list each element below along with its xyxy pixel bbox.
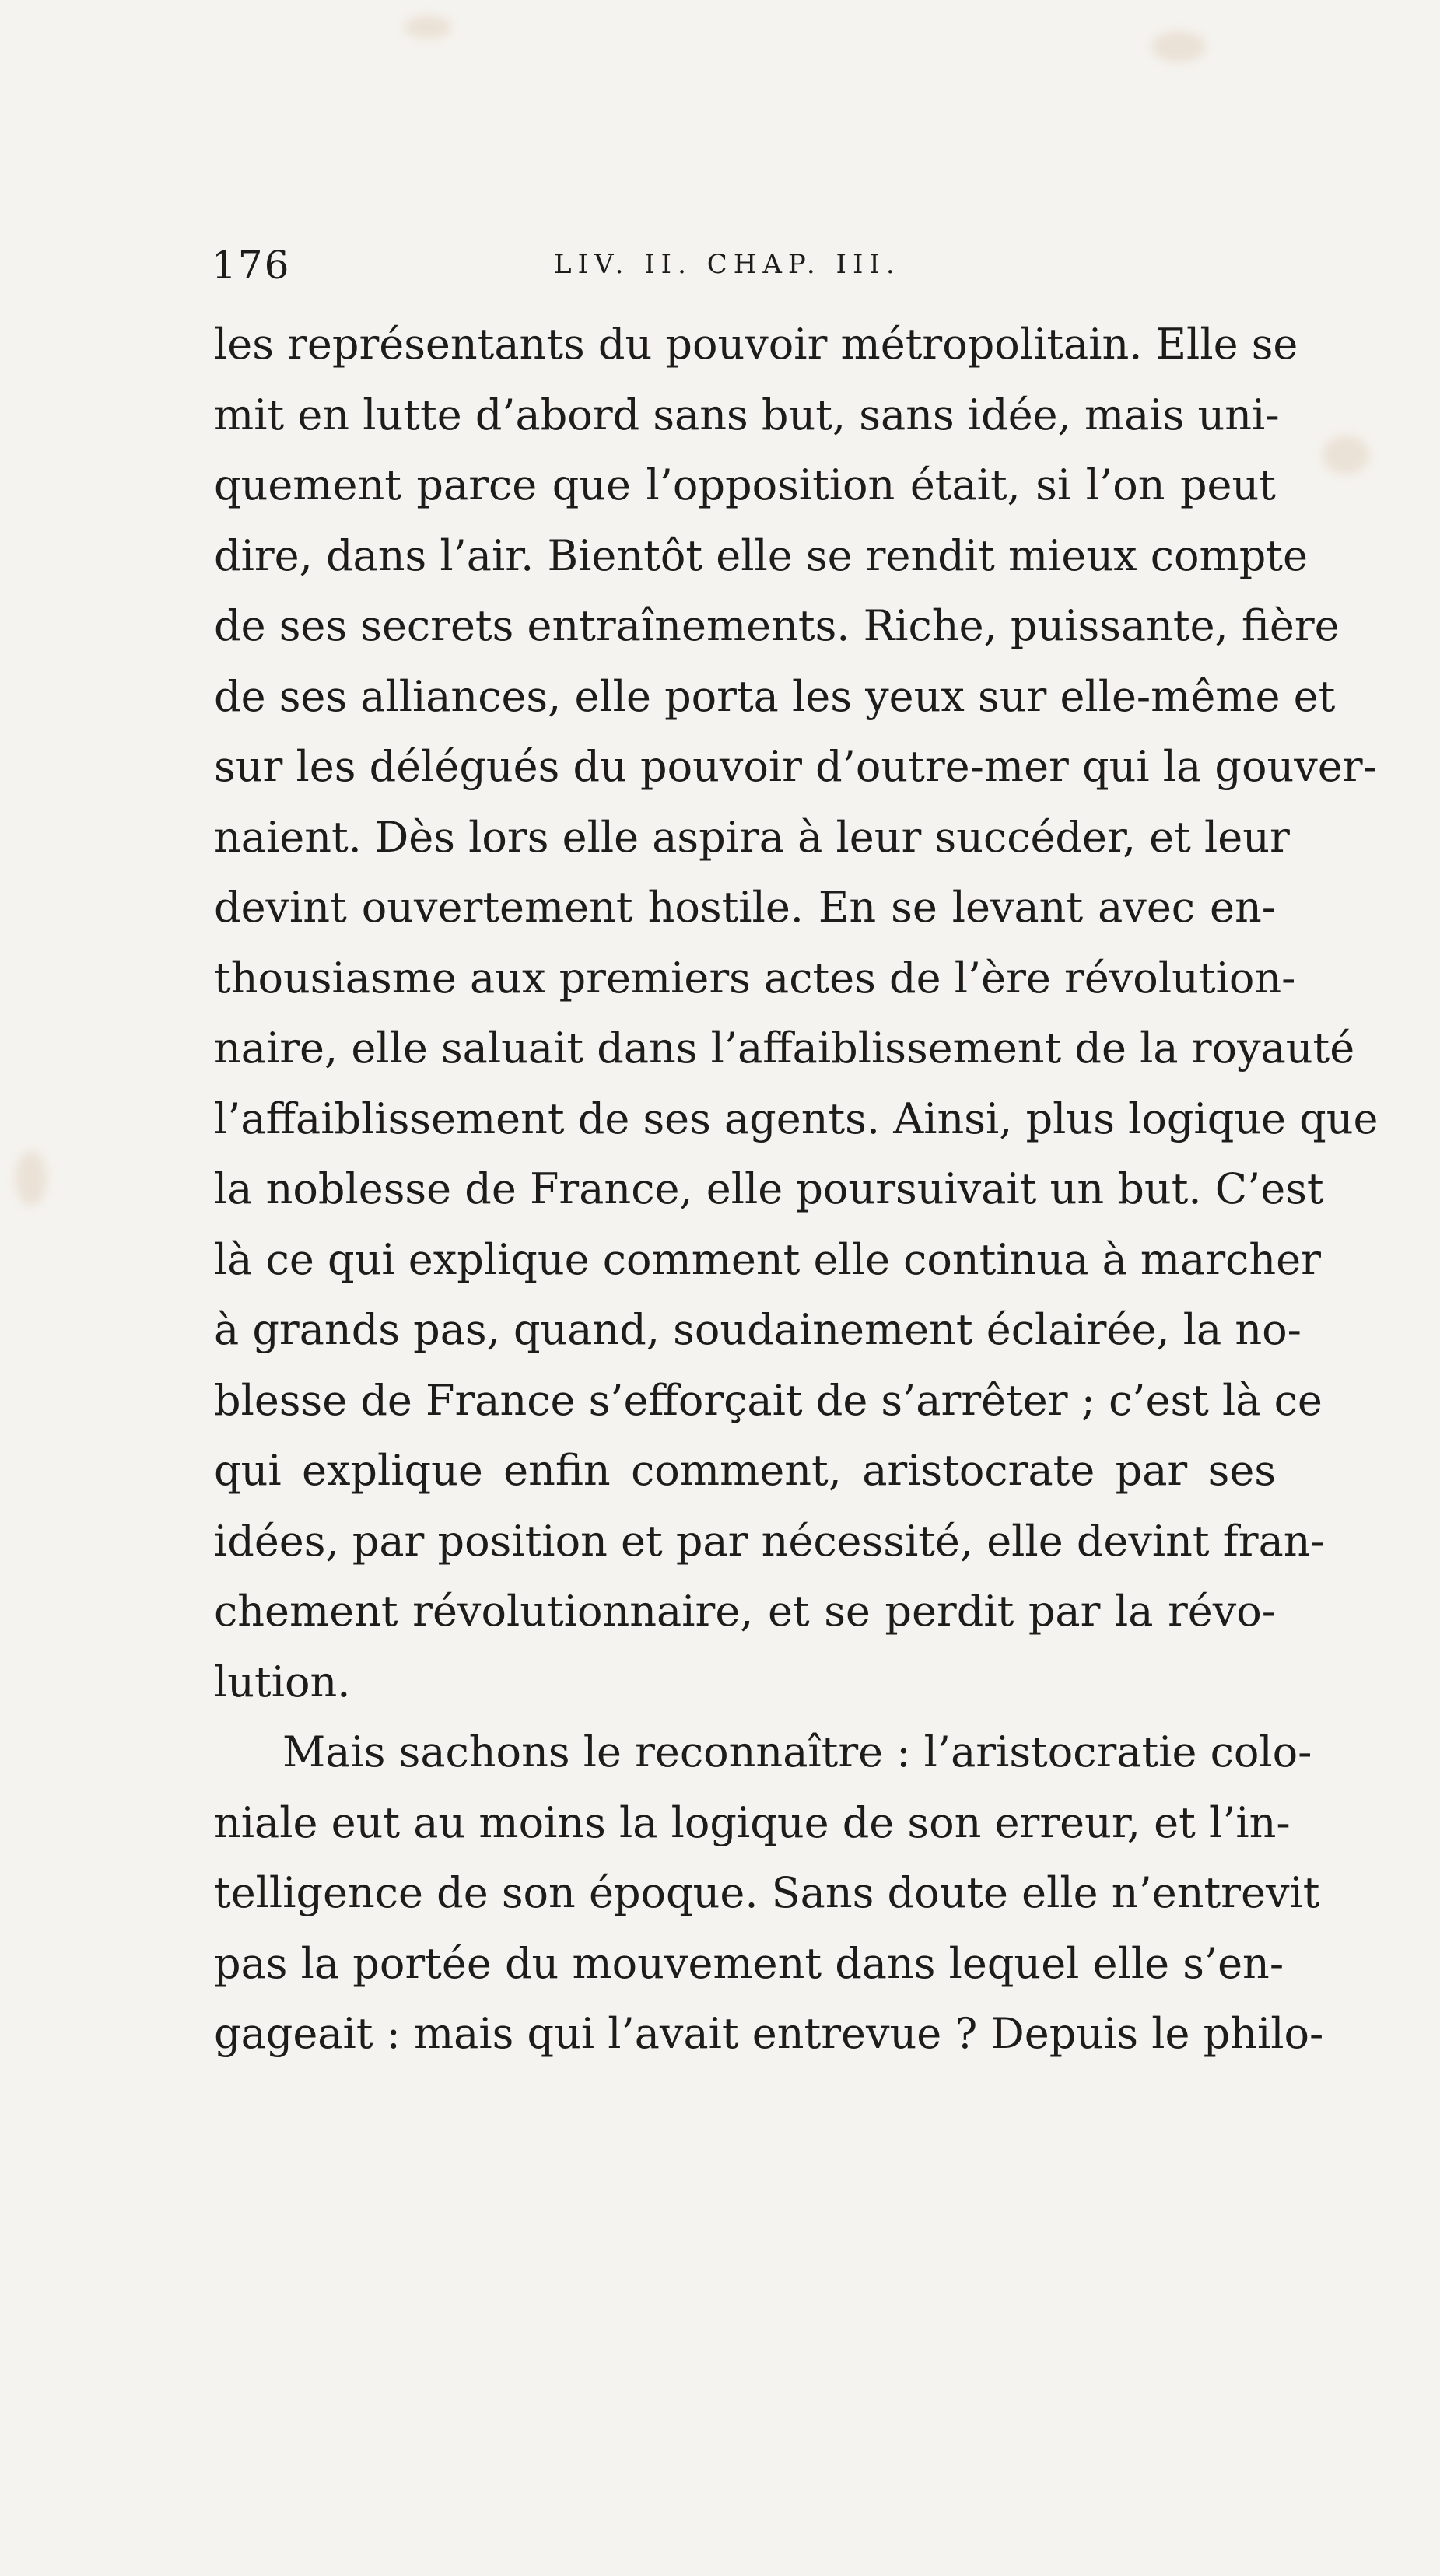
page-header xyxy=(212,243,1285,289)
text-line: les représentants du pouvoir métropolitain. Elle se xyxy=(214,320,1298,369)
text-line: naient. Dès lors elle aspira à leur succéder, et leur xyxy=(214,812,1290,862)
text-line: lution. xyxy=(214,1657,351,1706)
paper-stain xyxy=(405,16,451,39)
text-line: la noblesse de France, elle poursuivait un but. C’est xyxy=(214,1164,1324,1213)
paragraph-2 xyxy=(214,1717,1324,2070)
text-line: naire, elle saluait dans l’affaiblissement de la royauté xyxy=(214,1024,1355,1073)
text-line: mit en lutte d’abord sans but, sans idée, mais uni- xyxy=(214,390,1280,439)
paper-stain xyxy=(1323,436,1369,474)
text-line: thousiasme aux premiers actes de l’ère révolution- xyxy=(214,953,1296,1003)
text-line: qui explique enfin comment, aristocrate par ses xyxy=(214,1446,1276,1495)
body-text xyxy=(214,310,1379,2070)
text-line: chement révolutionnaire, et se perdit par la révo- xyxy=(214,1587,1276,1636)
paper-stain xyxy=(16,1151,47,1206)
text-line: là ce qui explique comment elle continua à marcher xyxy=(214,1234,1321,1284)
text-line: sur les délégués du pouvoir d’outre-mer qui la gouver- xyxy=(214,742,1377,791)
text-line: telligence de son époque. Sans doute elle n’entrevit xyxy=(214,1868,1320,1917)
text-line: pas la portée du mouvement dans lequel elle s’en- xyxy=(214,1938,1284,1988)
text-line: de ses alliances, elle porta les yeux sur elle-même et xyxy=(214,671,1336,721)
text-line: idées, par position et par nécessité, elle devint fran- xyxy=(214,1516,1325,1566)
running-head: LIV. II. CHAP. III. xyxy=(554,249,901,280)
text-line: devint ouvertement hostile. En se levant avec en- xyxy=(214,883,1276,932)
text-line: l’affaiblissement de ses agents. Ainsi, plus logique que xyxy=(214,1094,1379,1143)
text-line: quement parce que l’opposition était, si l’on peut xyxy=(214,460,1276,509)
page-number: 176 xyxy=(212,243,291,288)
text-line: Mais sachons le reconnaître : l’aristocratie colo- xyxy=(282,1727,1312,1776)
text-line: gageait : mais qui l’avait entrevue ? Depuis le philo- xyxy=(214,2009,1324,2058)
text-line: niale eut au moins la logique de son erreur, et l’in- xyxy=(214,1797,1291,1847)
text-line: dire, dans l’air. Bientôt elle se rendit mieux compte xyxy=(214,530,1308,580)
text-line: blesse de France s’efforçait de s’arrêter ; c’est là ce xyxy=(214,1375,1323,1425)
paper-stain xyxy=(1151,31,1206,62)
text-line: à grands pas, quand, soudainement éclairée, la no- xyxy=(214,1305,1302,1354)
text-line: de ses secrets entraînements. Riche, puissante, fière xyxy=(214,601,1340,650)
paragraph-1 xyxy=(214,310,1379,1717)
